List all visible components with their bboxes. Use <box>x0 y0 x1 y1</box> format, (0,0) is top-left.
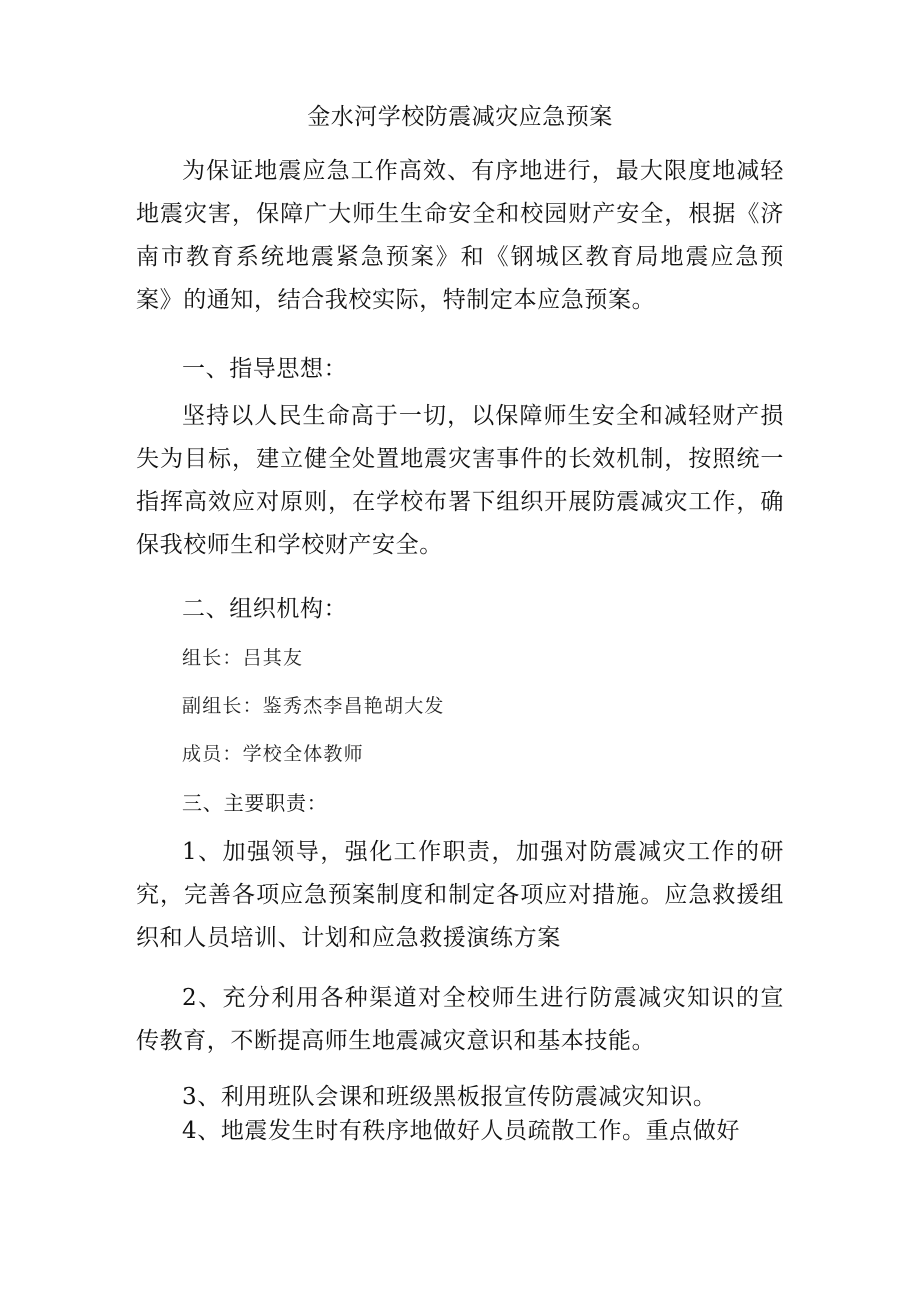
duty-item-3: 3、利用班队会课和班级黑板报宣传防震减灾知识。 <box>182 1084 717 1110</box>
section-1-heading: 一、指导思想： <box>182 356 348 382</box>
group-leader: 组长：吕其友 <box>182 647 304 669</box>
deputy-leaders: 副组长：鉴秀杰李昌艳胡大发 <box>182 695 445 717</box>
intro-paragraph: 为保证地震应急工作高效、有序地进行，最大限度地减轻地震灾害，保障广大师生生命安全和校园财产安全，根据《济南市教育系统地震紧急预案》和《钢城区教育局地震应急预案》的通知，结合我校实际，特制定本应急预案。 <box>136 158 784 313</box>
section-1-body: 坚持以人民生命高于一切，以保障师生安全和减轻财产损失为目标，建立健全处置地震灾害事件的长效机制，按照统一指挥高效应对原则，在学校布署下组织开展防震减灾工作，确保我校师生和学校财产安全。 <box>136 403 784 558</box>
duty-item-2: 2、充分利用各种渠道对全校师生进行防震减灾知识的宣传教育，不断提高师生地震减灾意识和基本技能。 <box>136 985 784 1054</box>
section-2-heading: 二、组织机构： <box>182 596 348 622</box>
section-3-heading: 三、主要职责： <box>182 791 328 815</box>
duty-item-1: 1、加强领导，强化工作职责，加强对防震减灾工作的研究，完善各项应急预案制度和制定各项应对措施。应急救援组织和人员培训、计划和应急救援演练方案 <box>136 839 784 951</box>
group-members: 成员：学校全体教师 <box>182 743 364 765</box>
duty-item-4: 4、地震发生时有秩序地做好人员疏散工作。重点做好 <box>182 1118 741 1144</box>
document-title: 金水河学校防震减灾应急预案 <box>307 104 613 130</box>
